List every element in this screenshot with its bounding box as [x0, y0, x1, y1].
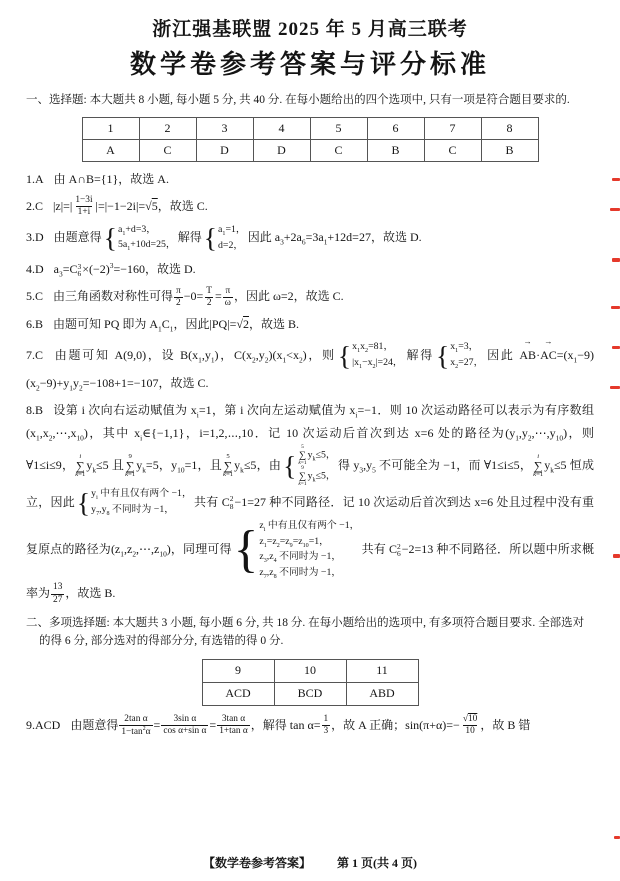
answer-cell: BCD: [274, 682, 346, 705]
item-4-solution: $a_3=C$ 3 6 $\times(-2)^3=-160$，故选 D.: [53, 261, 196, 279]
item-9-solution: 由题意得 $\frac{\text{2tan α}}{1-\tan^2\alpha}$ = $\frac{\text{3sin α}}{\text{cos α+sin α}}$ = $\frac{\text{3tan α}}{\text{1+tan α}}$ ，解得 tan α= $\frac{1}{3}$ ，故 A 正确；sin(π+α)=− $\frac{√10}{10}$ ，故 B 错: [70, 713, 531, 738]
page-footer: [0, 854, 620, 871]
answer-cell: ACD: [202, 682, 274, 705]
item-2-solution: |z|=| $\frac{1-3i}{1+i}$ |=|−1−2i|=√5，故选 C.: [53, 195, 208, 218]
footer-page-number: 第 1 页(共 4 页): [337, 856, 417, 870]
question-number-cell: 1: [82, 118, 139, 140]
multi-choice-answer-table: [202, 659, 419, 706]
item-5-label: 5.C: [26, 289, 44, 304]
answer-item-7: [26, 340, 594, 395]
single-choice-answer-table: [82, 117, 539, 162]
item-6-solution: 由题可知 PQ 即为 $A_1C_1$，因此|PQ|=√2，故选 B.: [53, 317, 299, 334]
answer-cell: B: [481, 140, 538, 162]
exam-title: 浙江强基联盟 2025 年 5 月高三联考: [152, 19, 468, 40]
question-number-cell: 5: [310, 118, 367, 140]
red-scan-mark: [610, 208, 620, 211]
footer-doc-title: 【数学卷参考答案】: [202, 856, 311, 870]
answer-item-1: [26, 168, 594, 190]
answer-item-3: [26, 223, 594, 255]
item-3-label: 3.D: [26, 230, 44, 245]
answer-item-2: [26, 195, 594, 219]
answer-key-title: 数学卷参考答案与评分标准: [129, 50, 490, 79]
answer-item-4: [26, 258, 594, 281]
question-number-row: [82, 118, 538, 140]
answer-item-5: [26, 285, 594, 309]
item-9-label: 9.ACD: [26, 717, 61, 732]
answer-cell: B: [367, 140, 424, 162]
answer-cell: D: [253, 140, 310, 162]
section2-instructions: 二、多项选择题: 本大题共 3 小题, 每小题 6 分, 共 18 分. 在每小题给出的选项中, 有多项符合题目要求. 全部选对的得 6 分, 部分选对的得部分分, 有选错的得 0 分.: [26, 616, 585, 648]
question-number-cell: 10: [274, 659, 346, 682]
question-number-cell: 8: [481, 118, 538, 140]
section1-instructions: 一、选择题: 本大题共 8 小题, 每小题 5 分, 共 40 分. 在每小题给出的四个选项中, 只有一项是符合题目要求的.: [26, 94, 570, 106]
item-6-label: 6.B: [26, 317, 44, 332]
item-7-label: 7.C: [26, 347, 44, 362]
question-number-cell: 6: [367, 118, 424, 140]
question-number-cell: 9: [202, 659, 274, 682]
question-number-cell: 3: [196, 118, 253, 140]
item-8-label: 8.B: [26, 403, 44, 418]
red-scan-mark: [613, 554, 620, 558]
item-8-solution: 设第 i 次向右运动赋值为 $x_i=1$，第 i 次向左运动赋值为 $x_i=-1$．则 10 次运动路径可以表示为有序数组$(x_1,x_2,\cdots,x_{10})$，其中 $x_i\in\{-1,1\}$，i=1,2,⋯,10．记 10 次运动后首次到达 x=6 处的路径为$(y_1,y_2,\cdots,y_{10})$，则 ∀1≤i≤9， i ∑ k=1 $y_k\le 5$ 且 9 ∑ k=1 $y_k=5$，$y_{10}=1$，且 5 ∑ k=1 $y_k\le 5$，由 { 5 ∑ k=1 $y_k\le 5$， 9 ∑ k=1 $y_k\le 5$， 得 $y_3,y_5$ 不可能全为 −1，而 ∀1≤i≤5， i ∑ k=1 $y_k\le 5$ 恒成立，因此 { $y_i$ 中有且仅有两个 −1， $y_7,y_8$ 不同时为 −1， 共有 C 2 8 −1=27 种不同路径．记 10 次运动后首次到达 x=6 处且过程中没有重复原点的路径为$(z_1,z_2,\cdots,z_{10})$，同理可得 { $z_i$ 中有且仅有两个 −1， $z_1=z_2=z_9=z_{10}=1$， $z_3,z_4$ 不同时为 −1， $z_7,z_8$ 不同时为 −1， 共有 C 2 6 −2=13 种不同路径．所以题中所求概率为 $\frac{13}{27}$ ，故选 B.: [26, 403, 594, 600]
item-4-label: 4.D: [26, 262, 44, 277]
item-5-solution: 由三角函数对称性可得 $\frac{\pi}{2}$ −0= $\frac{T}{2}$ = $\frac{\pi}{\omega}$ ，因此 ω=2，故选 C.: [53, 285, 344, 309]
answer-item-8: [26, 399, 594, 606]
question-number-cell: 11: [346, 659, 418, 682]
item-1-solution: 由 A∩B={1}，故选 A.: [53, 172, 169, 187]
red-scan-mark: [612, 258, 620, 262]
item-1-label: 1.A: [26, 172, 44, 187]
answer-cell: C: [310, 140, 367, 162]
answer-item-9: [26, 714, 594, 739]
red-scan-mark: [612, 346, 620, 349]
red-scan-mark: [614, 836, 620, 839]
answer-row: [202, 682, 418, 705]
answer-row: [82, 140, 538, 162]
item-7-solution: 由题可知 A(9,0)，设 $B(x_1,y_1)$，$C(x_2,y_2)(x_1<x_2)$，则 { $x_1x_2=81$， $|x_1-x_2|=24$， 解得 { $x_1=3$， $x_2=27$， 因此 AB $\to\cdot AC \to=(x_1-9)(x_2-9)+y_1y_2=-108+1=-107$，故选 C.: [26, 348, 594, 390]
question-number-cell: 7: [424, 118, 481, 140]
question-number-cell: 4: [253, 118, 310, 140]
question-number-cell: 2: [139, 118, 196, 140]
answer-cell: C: [424, 140, 481, 162]
answer-item-6: [26, 313, 594, 336]
answer-cell: A: [82, 140, 139, 162]
answer-cell: ABD: [346, 682, 418, 705]
question-number-row: [202, 659, 418, 682]
answer-cell: D: [196, 140, 253, 162]
answer-cell: C: [139, 140, 196, 162]
item-2-label: 2.C: [26, 198, 44, 213]
red-scan-mark: [610, 386, 620, 389]
item-3-solution: 由题意得 { $a_1+d=3$， $5a_1+10d=25$， 解得 { $a_1=1$， d=2， 因此 $a_3+2a_6=3a_1+12d=27$，故选 D.: [54, 230, 422, 244]
red-scan-mark: [612, 178, 620, 181]
red-scan-mark: [611, 306, 620, 309]
